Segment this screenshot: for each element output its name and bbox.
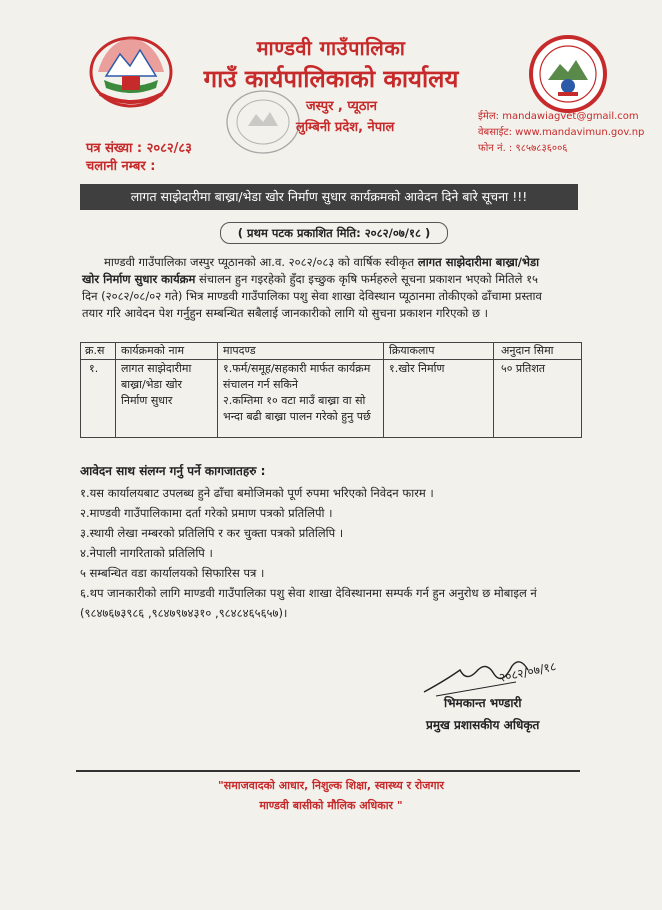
footer-slogan-line-1: "समाजवादको आधार, निशुल्क शिक्षा, स्वास्थ्य र रोजगार: [218, 779, 444, 792]
email-line: [478, 108, 639, 122]
phone-label: फोन नं. :: [478, 143, 513, 154]
signature-date: २०८२/०७/१८: [497, 659, 558, 685]
attachment-item: ४.नेपाली नागरिताको प्रतिलिपि ।: [80, 546, 213, 560]
letter-number: पत्र संख्या : २०८२/८३: [86, 141, 192, 156]
website-label: वेबसाईट:: [478, 127, 512, 138]
body-line: दिन (२०८२/०८/०२ गते) भित्र माण्डवी गाउँपालिका पशु सेवा शाखा देविस्थान प्यूठानमा तोकीएको ढाँचामा प्रस्ताव: [82, 289, 542, 303]
body-line: तयार गरि आवेदन पेश गर्नुहुन सम्बन्धित सबैलाई जानकारीको लागि यो सुचना प्रकाशन गरिएको छ ।: [82, 306, 489, 320]
footer-rule: [76, 770, 580, 772]
body-text: संचालन हुन गइरहेको हुँदा इच्छुक कृषि फर्महरुले सूचना प्रकाशन भएको मितिले १५: [195, 272, 539, 286]
table-cell-activity: १.खोर निर्माण: [389, 362, 445, 375]
table-header: कार्यक्रमको नाम: [121, 344, 185, 357]
criteria-line: १.फर्म/समूह/सहकारी मार्फत कार्यक्रम: [223, 362, 371, 375]
office-name: गाउँ कार्यपालिकाको कार्यालय: [203, 64, 459, 93]
attachment-item: (९८४७६७३९८६ ,९८४७९७४३१० ,९८४८४६५६५७)।: [80, 606, 288, 620]
criteria-line: भन्दा बढी बाख्रा पालन गरेको हुनु पर्छ: [223, 410, 371, 423]
dispatch-number: चलानी नम्बर :: [86, 159, 156, 174]
phone-number: ९८५७८३६००६: [515, 143, 568, 154]
criteria-line: २.कम्तिमा १० वटा माउँ बाख्रा वा सो: [223, 394, 366, 407]
email-label: ईमेल:: [478, 111, 500, 122]
phone-line: [478, 140, 568, 154]
table-cell-sn: १.: [89, 362, 99, 375]
name-line: निर्माण सुधार: [121, 394, 173, 407]
signer-title: प्रमुख प्रशासकीय अधिकृत: [426, 718, 540, 732]
office-stamp-icon: [224, 88, 302, 156]
name-line: बाख्रा/भेडा खोर: [121, 378, 183, 391]
body-line: [82, 254, 582, 271]
email-link[interactable]: mandawiagvet@gmail.com: [502, 111, 639, 122]
table-header: मापदण्ड: [223, 344, 256, 357]
municipality-name: माण्डवी गाउँपालिका: [256, 36, 406, 60]
program-name-bold: खोर निर्माण सुधार कार्यक्रम: [82, 272, 196, 286]
address-line-2: लुम्बिनी प्रदेश, नेपाल: [296, 120, 395, 135]
table-cell-name: [121, 361, 191, 409]
signer-name: भिमकान्त भण्डारी: [444, 696, 522, 710]
criteria-line: संचालन गर्न सकिने: [223, 378, 298, 391]
footer-slogan-line-2: माण्डवी बासीको मौलिक अधिकार ": [259, 799, 403, 812]
table-header: क्र.स: [85, 344, 105, 357]
name-line: लागत साझेदारीमा: [121, 362, 192, 375]
attachment-item: ५ सम्बन्धित वडा कार्यालयको सिफारिस पत्र ।: [80, 566, 265, 580]
program-name-bold: लागत साझेदारीमा बाख्रा/भेडा: [417, 255, 540, 269]
attachments-title: आवेदन साथ संलग्न गर्नु पर्ने कागजातहरु :: [80, 464, 266, 478]
attachment-item: २.माण्डवी गाउँपालिकामा दर्ता गरेको प्रमाण पत्रको प्रतिलिपी ।: [80, 506, 333, 520]
table-cell-grant: ५० प्रतिशत: [501, 362, 546, 375]
table-header: अनुदान सिमा: [501, 344, 554, 357]
notice-body: [82, 254, 582, 322]
publication-date: ( प्रथम पटक प्रकाशित मिति: २०८२/०७/१८ ): [220, 222, 448, 244]
attachment-item: १.यस कार्यालयबाट उपलब्ध हुने ढाँचा बमोजिमको पूर्ण रुपमा भरिएको निवेदन फारम ।: [80, 486, 434, 500]
attachment-item: ३.स्थायी लेखा नम्बरको प्रतिलिपि र कर चुक्ता पत्रको प्रतिलिपि ।: [80, 526, 344, 540]
address-line-1: जस्पुर , प्यूठान: [306, 99, 377, 114]
website-line: [478, 124, 644, 138]
body-line: [82, 271, 582, 288]
website-link[interactable]: www.mandavimun.gov.np: [515, 127, 645, 138]
table-cell-criteria: [223, 361, 371, 425]
body-text: माण्डवी गाउँपालिका जस्पुर प्यूठानको आ.व. २०८२/०८३ को वार्षिक स्वीकृत: [104, 255, 418, 269]
attachment-item: ६.थप जानकारीको लागि माण्डवी गाउँपालिका पशु सेवा शाखा देविस्थानमा सम्पर्क गर्न हुन अनुरोध छ मोबाइल नं: [80, 586, 537, 600]
notice-subject: लागत साझेदारीमा बाख्रा/भेडा खोर निर्माण सुधार कार्यक्रमको आवेदन दिने बारे सूचना !!!: [80, 184, 578, 210]
program-table: [80, 342, 582, 438]
table-header: क्रियाकलाप: [389, 344, 435, 357]
